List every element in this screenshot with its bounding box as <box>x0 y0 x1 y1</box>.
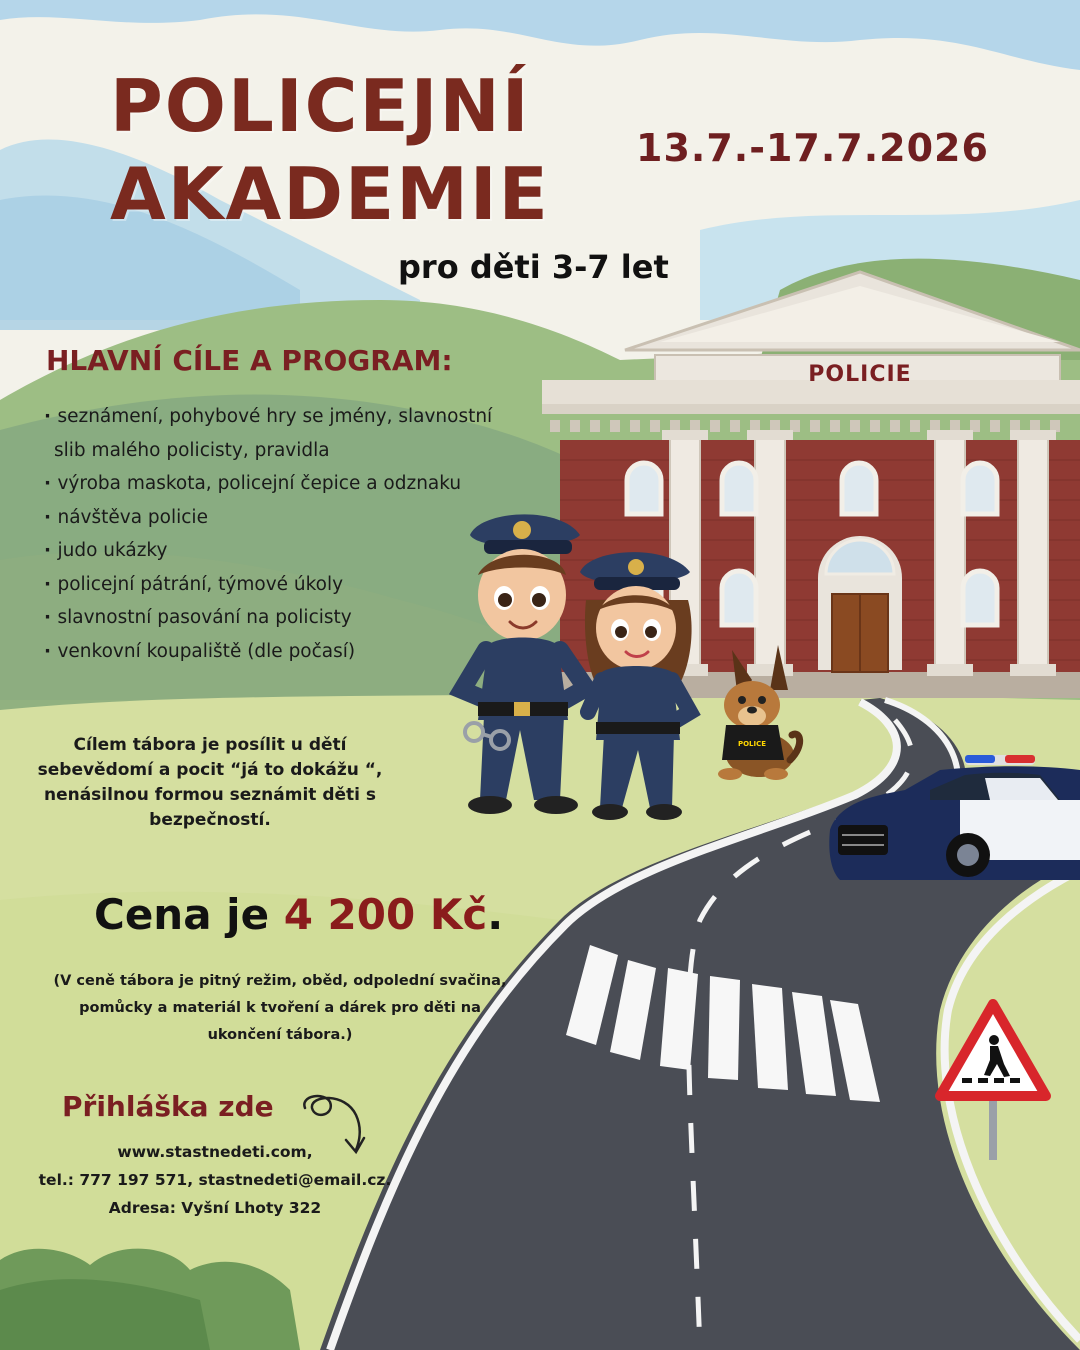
list-item: · návštěva policie <box>44 501 544 535</box>
price-note <box>30 968 530 1049</box>
price-amount: 4 200 Kč <box>283 890 488 939</box>
address: Adresa: Vyšní Lhoty 322 <box>108 1199 322 1217</box>
age-subtitle: pro děti 3-7 let <box>398 248 669 286</box>
camp-date: 13.7.-17.7.2026 <box>636 126 989 170</box>
title-line-1: POLICEJNÍ <box>110 64 531 148</box>
dog-vest-label: POLICE <box>737 740 767 748</box>
price-suffix: . <box>487 890 504 939</box>
price-note-line: (V ceně tábora je pitný režim, oběd, odpolední svačina, <box>53 973 507 989</box>
list-item: · výroba maskota, policejní čepice a odznaku <box>44 467 544 501</box>
aim-line: sebevědomí a pocit “já to dokážu “, <box>37 760 383 780</box>
registration-heading: Přihláška zde <box>62 1090 274 1123</box>
goals-heading: HLAVNÍ CÍLE A PROGRAM: <box>46 344 453 377</box>
price-note-line: ukončení tábora.) <box>207 1027 353 1043</box>
list-item: · venkovní koupaliště (dle počasí) <box>44 635 544 669</box>
aim-line: nenásilnou formou seznámit děti s <box>43 785 377 805</box>
website-link[interactable]: www.stastnedeti.com, <box>117 1143 313 1161</box>
camp-aim <box>30 733 390 833</box>
title-line-2: AKADEMIE <box>110 152 550 236</box>
price <box>94 890 503 939</box>
list-item: slib malého policisty, pravidla <box>54 439 330 461</box>
list-item: · slavnostní pasování na policisty <box>44 601 544 635</box>
price-prefix: Cena je <box>94 890 270 939</box>
goals-list <box>44 400 544 668</box>
phone-email[interactable]: tel.: 777 197 571, stastnedeti@email.cz. <box>38 1171 392 1189</box>
contact-info <box>30 1138 400 1222</box>
list-item: · policejní pátrání, týmové úkoly <box>44 568 544 602</box>
list-item: · judo ukázky <box>44 534 544 568</box>
aim-line: Cílem tábora je posílit u dětí <box>73 735 347 755</box>
price-note-line: pomůcky a materiál k tvoření a dárek pro děti na <box>79 1000 481 1016</box>
building-sign: POLICIE <box>808 362 912 387</box>
aim-line: bezpečností. <box>149 810 271 830</box>
list-item: · seznámení, pohybové hry se jmény, slavnostní <box>44 400 544 434</box>
page-title <box>110 62 580 238</box>
